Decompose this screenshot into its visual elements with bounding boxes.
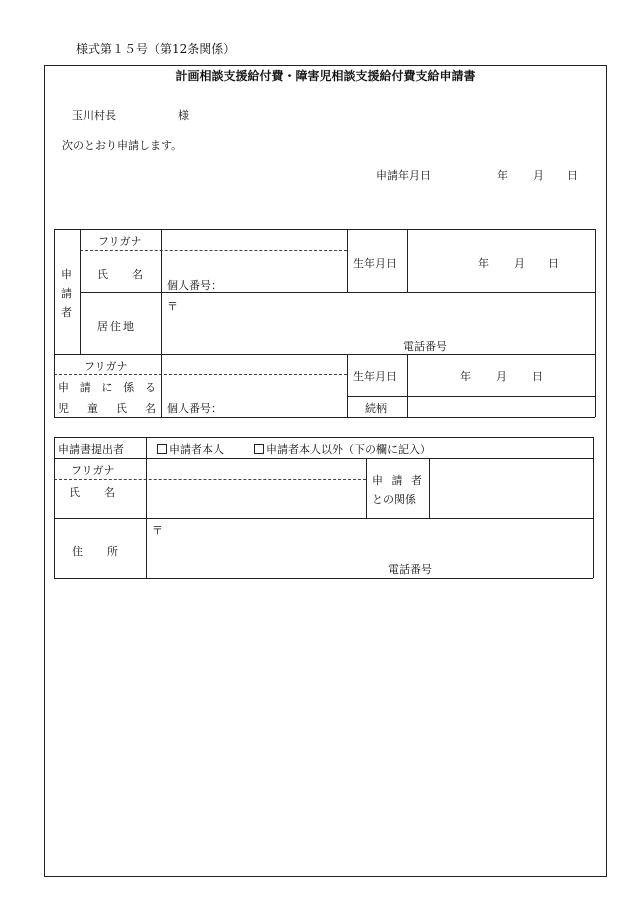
applicant-side-char-3: 者 xyxy=(61,306,72,319)
checkbox-self[interactable] xyxy=(157,444,167,454)
outer-frame xyxy=(44,65,607,877)
applicant-personal-number-label: 個人番号： xyxy=(167,279,222,292)
child-personal-number-label: 個人番号： xyxy=(167,402,222,415)
child-birth-day: 日 xyxy=(532,370,543,383)
application-date-day: 日 xyxy=(567,169,578,182)
applicant-birth-month: 月 xyxy=(514,257,525,270)
applicant-side-char-2: 請 xyxy=(61,287,72,300)
submitter-phone-label: 電話番号 xyxy=(388,563,432,576)
applicant-address-label: 居住地 xyxy=(97,320,136,333)
child-birth-year: 年 xyxy=(460,370,471,383)
application-date-year: 年 xyxy=(497,169,508,182)
addressee-village: 玉川村長 xyxy=(72,109,116,122)
submitter-option-other[interactable]: 申請者本人以外（下の欄に記入） xyxy=(254,443,431,456)
applicant-postal-mark: 〒 xyxy=(167,300,178,313)
applicant-birth-label: 生年月日 xyxy=(353,257,397,270)
application-date-month: 月 xyxy=(533,169,544,182)
applicant-furigana-label: フリガナ xyxy=(98,235,142,248)
page-title: 計画相談支援給付費・障害児相談支援給付費支給申請書 xyxy=(175,69,476,83)
applicant-name-label: 氏 名 xyxy=(97,268,143,281)
application-date-label: 申請年月日 xyxy=(376,169,431,182)
submitter-furigana-label: フリガナ xyxy=(71,464,115,477)
submitter-name-label: 氏 名 xyxy=(69,486,115,499)
submitter-relation-label-2: との関係 xyxy=(372,493,416,506)
child-relation-label: 続柄 xyxy=(365,402,387,415)
intro-text: 次のとおり申請します。 xyxy=(62,139,183,152)
submitter-address-label: 住 所 xyxy=(72,545,118,558)
form-number: 様式第１５号（第12条関係） xyxy=(76,42,236,56)
child-label-line-2: 児 童 氏 名 xyxy=(58,402,156,415)
child-label-line-1: 申 請 に 係 る xyxy=(58,381,156,394)
submitter-label: 申請書提出者 xyxy=(58,443,124,456)
addressee-honorific: 様 xyxy=(178,109,189,122)
child-furigana-label: フリガナ xyxy=(84,360,128,373)
applicant-birth-day: 日 xyxy=(548,257,559,270)
applicant-phone-label: 電話番号 xyxy=(403,340,447,353)
child-birth-label: 生年月日 xyxy=(353,370,397,383)
submitter-postal-mark: 〒 xyxy=(152,524,163,537)
checkbox-other[interactable] xyxy=(254,444,264,454)
submitter-option-self[interactable]: 申請者本人 xyxy=(157,443,224,456)
submitter-relation-label-1: 申 請 者 xyxy=(372,474,422,487)
applicant-birth-year: 年 xyxy=(478,257,489,270)
applicant-side-char-1: 申 xyxy=(61,268,72,281)
child-birth-month: 月 xyxy=(496,370,507,383)
